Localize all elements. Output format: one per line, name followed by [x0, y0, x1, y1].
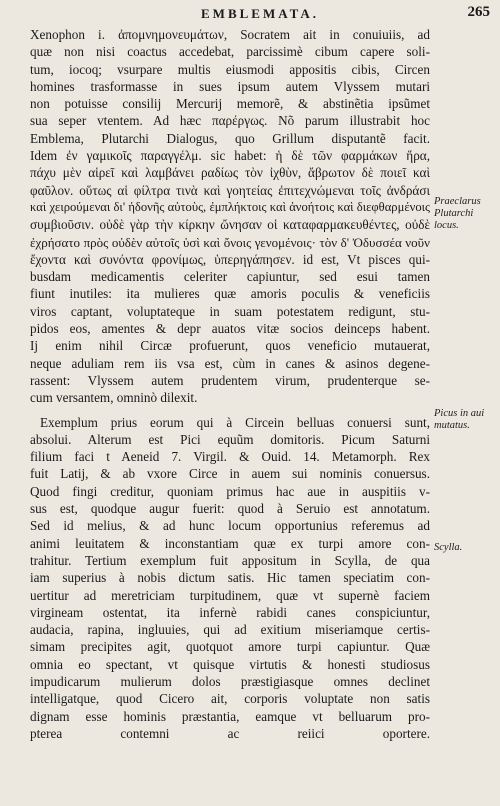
text-line: συμβιοῦσιν. οὐδὲ γὰρ τὴν κίρκην ὤνησαν οἱ καταφαρμακευθέντες, οὐδὲ: [30, 217, 430, 233]
text-line: impudicarum mulierum dolos præstigiasque omnes declinet: [30, 673, 430, 689]
text-line: animi leuitatem & inconstantiam quæ ex turpi amore con-: [30, 535, 430, 551]
text-line: Quod fingi creditur, quoniam primus hac aue in auspitiis v-: [30, 483, 430, 499]
text-line: homines trasformasse in sues ipsum autem Vlyssem mutari: [30, 78, 430, 94]
text-line: uertitur ad meretriciam turpitudinem, quæ vt supernè faciem: [30, 587, 430, 603]
page-number: 265: [467, 4, 490, 20]
text-line: sua seper vtentem. Ad hæc παρέργως. Nõ parum illustrabit hoc: [30, 113, 430, 129]
text-line: non potuisse consilij Mercurij memorẽ, & abstinẽtia ipsũmet: [30, 96, 430, 112]
text-line: Ij enim nihil Circæ profuerunt, quos veneficio mutauerat,: [30, 338, 430, 354]
text-line: Idem ἐν γαμικοῖς παραγγέλμ. sic habet: ἡ δὲ τῶν φαρμάκων ἥρα,: [30, 148, 430, 164]
text-line: intelligatque, quod Cicero ait, corporis voluptate non satis: [30, 691, 430, 707]
margin-note-plutarch: Praeclarus Plutarchi locus.: [434, 196, 481, 231]
text-line: simam precipites agit, quotquot amore turpi capiuntur. Quæ: [30, 639, 430, 655]
text-line: tum, iocoq; vsurpare multis eiusmodi appositis cibis, Circen: [30, 61, 430, 77]
text-line: filium faci t Aeneid 7. Virgil. & Ouid. 14. Metamorph. Rex: [30, 449, 430, 465]
text-line: sus est, quodque augur fuerit: quod à Seruio est annotatum.: [30, 501, 430, 517]
paragraph-gap: [30, 407, 430, 414]
page-header: [30, 4, 490, 24]
text-line: dignam esse hominis præstantia, eamque vt belluarum pro-: [30, 708, 430, 724]
text-line: πάχυ μὲν αἱρεῖ καὶ λαμβάνει ραδίως τὸν ἰχθὺν, ἄβρωτον δὲ ποιεῖ καὶ: [30, 165, 430, 181]
text-line: φαῦλον. οὕτως αἱ φίλτρα τινὰ καὶ γοητείας ἐπιτεχνώμεναι τοῖς ἀνδράσι: [30, 182, 430, 198]
text-line: fuit Latij, & ab vxore Circe in auem sui nominis conuersus.: [30, 466, 430, 482]
text-line: neque aduliam rem iis vsa est, cùm in canes & asinos degene-: [30, 355, 430, 371]
text-line: omnia eo spectant, vt quisque virtutis & honesti studiosus: [30, 656, 430, 672]
text-line: pidos eos, amentes & depr auatos vitæ socios deinceps habent.: [30, 321, 430, 337]
text-line: rassent: Vlyssem autem prudentem virum, prudenterque se-: [30, 372, 430, 388]
text-line: Xenophon i. ἀπομνημονευμάτων, Socratem ait in conuiuiis, ad: [30, 27, 430, 42]
text-line: fiunt inutiles: ita mulieres quæ amoris poculis & veneficiis: [30, 286, 430, 302]
text-line: ἐχρήσατο πρὸς οὐδὲν αὐτοῖς ὑσὶ καὶ ὄνοις γενομένοις· τὸν δ' Ὀδυσσέα νοῦν: [30, 234, 430, 250]
text-line: Emblema, Plutarchi Dialogus, quo Grillum disputantẽ facit.: [30, 130, 430, 146]
text-line: cum versantem, omninò dilexit.: [30, 390, 198, 406]
text-line: busdam medicamentis celeriter capiuntur, sed esui tamen: [30, 269, 430, 285]
text-line: audacia, rapina, ingluuies, qui ad exitium miseriamque certis-: [30, 622, 430, 638]
running-title: EMBLEMATA.: [201, 6, 319, 21]
margin-note-scylla: Scylla.: [434, 542, 463, 553]
text-line: pterea contemni ac reiici oportere.: [30, 725, 430, 741]
margin-note-picus: Picus in aui mutatus.: [434, 408, 485, 431]
text-line: Sed id melius, & ad hunc locum opportunius referemus ad: [30, 518, 430, 534]
text-line: iam superius à nobis dictum satis. Hic tamen speciatim con-: [30, 570, 430, 586]
text-line: ἔχοντα καὶ συνόντα φρονίμως, ὑπερηγάπησεν. id est, Vt pisces qui-: [30, 251, 430, 267]
text-line: trahitur. Tertium exemplum fuit appositum in Scylla, de qua: [30, 552, 430, 568]
text-line: quæ non nisi coactus accedebat, parcissimè cibum capere soli-: [30, 44, 430, 60]
text-line: Exemplum prius eorum qui à Circein belluas conuersi sunt,: [40, 414, 430, 430]
main-text-block: [30, 26, 430, 742]
text-line: virgineam ostentat, ita infernè rabidi canes conspiciuntur,: [30, 604, 430, 620]
text-line: καὶ χειρούμεναι δι' ἡδονῆς αὐτοὺς, ἐμπλήκτοις καὶ ἀνοήτοις καὶ διεφθαρμένοις: [30, 199, 430, 214]
text-line: viros captant, voluptateque in suam potestatem redigunt, stu-: [30, 303, 430, 319]
text-line: absolui. Alterum est Pici equũm domitoris. Picum Saturni: [30, 431, 430, 447]
